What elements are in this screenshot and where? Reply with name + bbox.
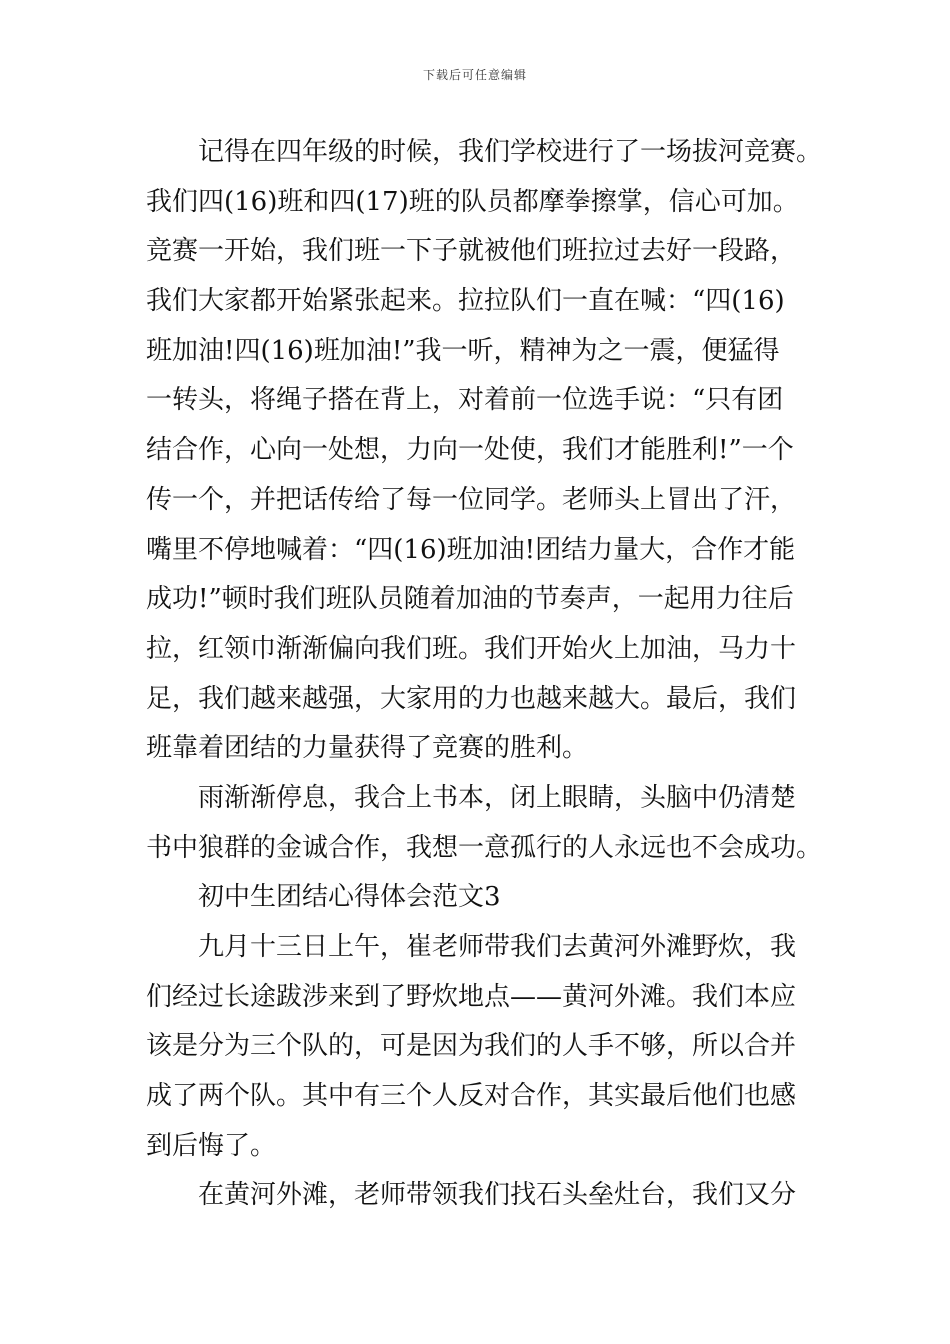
paragraph-line: 在黄河外滩，老师带领我们找石头垒灶台，我们又分 [198, 1180, 797, 1211]
paragraph-line: 们经过长途跋涉来到了野炊地点——黄河外滩。我们本应 [146, 981, 797, 1012]
page-header: 下载后可任意编辑 [422, 68, 527, 82]
paragraph-line: 到后悔了。 [146, 1130, 277, 1161]
paragraph-line: 我们四(16)班和四(17)班的队员都摩拳擦掌，信心可加。 [146, 186, 799, 217]
section-heading: 初中生团结心得体会范文3 [198, 882, 501, 913]
paragraph-line: 记得在四年级的时候，我们学校进行了一场拔河竞赛。 [198, 137, 823, 167]
paragraph-line: 该是分为三个队的，可是因为我们的人手不够，所以合并 [146, 1031, 797, 1062]
paragraph-line: 成功!”顿时我们班队员随着加油的节奏声，一起用力往后 [146, 584, 794, 615]
paragraph-line: 足，我们越来越强，大家用的力也越来越大。最后，我们 [146, 683, 797, 714]
paragraph-line: 雨渐渐停息，我合上书本，闭上眼睛，头脑中仍清楚 [198, 782, 797, 813]
paragraph-line: 书中狼群的金诚合作，我想一意孤行的人永远也不会成功。 [146, 832, 823, 863]
document-body [146, 128, 823, 1221]
paragraph-line: 结合作，心向一处想，力向一处使，我们才能胜利!”一个 [146, 435, 794, 466]
paragraph-line: 传一个，并把话传给了每一位同学。老师头上冒出了汗， [146, 484, 797, 515]
paragraph-line: 成了两个队。其中有三个人反对合作，其实最后他们也感 [146, 1081, 797, 1112]
paragraph-line: 一转头，将绳子搭在背上，对着前一位选手说：“只有团 [146, 385, 784, 416]
paragraph-line: 拉，红领巾渐渐偏向我们班。我们开始火上加油，马力十 [146, 633, 797, 664]
paragraph-line: 竞赛一开始，我们班一下子就被他们班拉过去好一段路， [146, 236, 797, 267]
paragraph-line: 我们大家都开始紧张起来。拉拉队们一直在喊：“四(16) [146, 286, 785, 317]
paragraph-line: 班加油!四(16)班加油!”我一听，精神为之一震，便猛得 [146, 335, 780, 366]
paragraph-line: 嘴里不停地喊着：“四(16)班加油!团结力量大，合作才能 [146, 534, 796, 565]
paragraph-line: 班靠着团结的力量获得了竞赛的胜利。 [146, 733, 589, 764]
paragraph-line: 九月十三日上午，崔老师带我们去黄河外滩野炊，我 [198, 932, 797, 962]
